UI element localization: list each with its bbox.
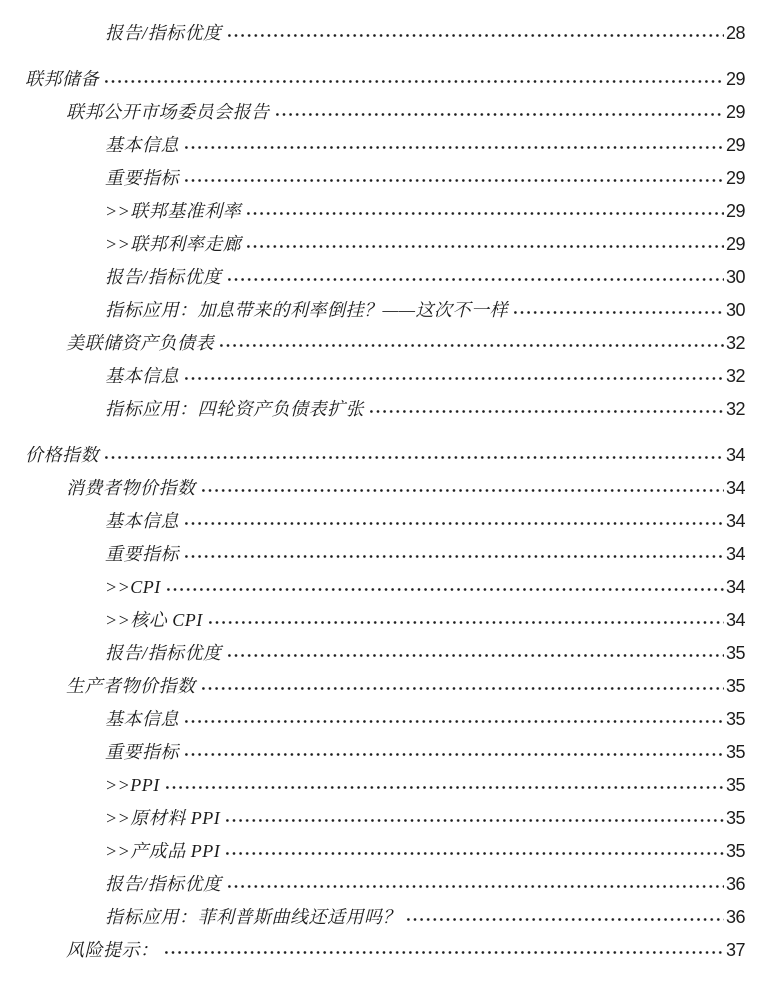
toc-entry[interactable] <box>105 124 745 157</box>
dotted-leader <box>228 654 724 657</box>
toc-entry-page: 32 <box>725 366 745 386</box>
dotted-leader <box>166 786 724 789</box>
toc-entry-title: >>联邦利率走廊 <box>105 234 242 254</box>
toc-entry-title: 重要指标 <box>105 742 179 762</box>
dotted-leader <box>185 522 724 525</box>
toc-entry-page: 34 <box>725 577 745 597</box>
toc-entry-page: 36 <box>725 907 745 927</box>
toc-entry-title: >>CPI <box>105 577 161 597</box>
toc-entry-page: 30 <box>725 300 745 320</box>
toc-entry[interactable] <box>105 256 745 289</box>
toc-entry-title: >>联邦基准利率 <box>105 201 242 221</box>
toc-entry-page: 34 <box>725 544 745 564</box>
toc-entry[interactable] <box>105 731 745 764</box>
toc-entry-title: >>PPI <box>105 775 160 795</box>
toc-entry[interactable] <box>66 665 745 698</box>
toc-entry-title: >>产成品 PPI <box>105 841 221 861</box>
toc-entry-title: 消费者物价指数 <box>66 478 196 498</box>
toc-entry-title: 基本信息 <box>105 366 179 386</box>
dotted-leader <box>185 146 724 149</box>
toc-entry[interactable] <box>105 289 745 322</box>
dotted-leader <box>105 456 724 459</box>
dotted-leader <box>202 687 724 690</box>
dotted-leader <box>185 179 724 182</box>
toc-entry-page: 35 <box>725 775 745 795</box>
toc-entry-title: 生产者物价指数 <box>66 676 196 696</box>
toc-entry[interactable] <box>105 190 745 223</box>
dotted-leader <box>226 852 724 855</box>
dotted-leader <box>247 245 724 248</box>
toc-entry-title: 联邦储备 <box>25 69 99 89</box>
toc-entry-page: 29 <box>725 102 745 122</box>
toc-entry-title: 基本信息 <box>105 511 179 531</box>
toc-entry-title: 联邦公开市场委员会报告 <box>66 102 270 122</box>
toc-entry-page: 30 <box>725 267 745 287</box>
toc-entry[interactable] <box>105 12 745 45</box>
dotted-leader <box>407 918 724 921</box>
toc-entry-title: 指标应用：加息带来的利率倒挂？——这次不一样 <box>105 300 509 320</box>
toc-entry[interactable] <box>105 764 745 797</box>
toc-entry-page: 32 <box>725 333 745 353</box>
dotted-leader <box>165 951 724 954</box>
dotted-leader <box>202 489 724 492</box>
toc-entry[interactable] <box>105 223 745 256</box>
toc-entry-page: 35 <box>725 643 745 663</box>
toc-entry-page: 29 <box>725 234 745 254</box>
toc-entry[interactable] <box>105 388 745 421</box>
toc-entry-page: 35 <box>725 841 745 861</box>
toc-entry[interactable] <box>105 632 745 665</box>
toc-entry-title: 报告/指标优度 <box>105 874 222 894</box>
dotted-leader <box>370 410 724 413</box>
toc-entry[interactable] <box>25 434 745 467</box>
toc-entry-page: 34 <box>725 445 745 465</box>
dotted-leader <box>228 34 724 37</box>
toc-entry-page: 34 <box>725 610 745 630</box>
dotted-leader <box>185 377 724 380</box>
dotted-leader <box>247 212 724 215</box>
toc-entry[interactable] <box>105 157 745 190</box>
toc-entry[interactable] <box>105 863 745 896</box>
toc-entry-page: 35 <box>725 709 745 729</box>
toc-entry-page: 29 <box>725 201 745 221</box>
toc-entry-page: 35 <box>725 742 745 762</box>
toc-entry-page: 32 <box>725 399 745 419</box>
table-of-contents <box>25 12 745 962</box>
toc-entry-page: 36 <box>725 874 745 894</box>
dotted-leader <box>105 80 724 83</box>
toc-entry-title: 报告/指标优度 <box>105 643 222 663</box>
dotted-leader <box>226 819 724 822</box>
toc-entry-title: 指标应用：四轮资产负债表扩张 <box>105 399 364 419</box>
toc-entry-title: 重要指标 <box>105 168 179 188</box>
toc-entry[interactable] <box>105 896 745 929</box>
toc-entry-page: 29 <box>725 135 745 155</box>
toc-entry[interactable] <box>66 322 745 355</box>
dotted-leader <box>167 588 724 591</box>
toc-entry-title: 报告/指标优度 <box>105 23 222 43</box>
toc-entry[interactable] <box>105 533 745 566</box>
toc-entry-page: 35 <box>725 676 745 696</box>
dotted-leader <box>209 621 724 624</box>
dotted-leader <box>228 278 724 281</box>
dotted-leader <box>276 113 724 116</box>
dotted-leader <box>514 311 724 314</box>
toc-entry-page: 35 <box>725 808 745 828</box>
toc-entry[interactable] <box>105 698 745 731</box>
toc-entry-page: 34 <box>725 478 745 498</box>
dotted-leader <box>228 885 724 888</box>
toc-entry-title: 风险提示： <box>66 940 159 960</box>
toc-entry[interactable] <box>66 467 745 500</box>
toc-entry-page: 34 <box>725 511 745 531</box>
toc-entry[interactable] <box>105 599 745 632</box>
toc-entry-title: 基本信息 <box>105 135 179 155</box>
toc-entry[interactable] <box>25 58 745 91</box>
toc-entry[interactable] <box>105 566 745 599</box>
toc-entry-title: 价格指数 <box>25 445 99 465</box>
toc-entry-title: 美联储资产负债表 <box>66 333 214 353</box>
toc-entry-page: 29 <box>725 69 745 89</box>
toc-entry[interactable] <box>105 830 745 863</box>
toc-entry-title: >>原材料 PPI <box>105 808 221 828</box>
dotted-leader <box>185 720 724 723</box>
toc-entry[interactable] <box>105 355 745 388</box>
toc-entry[interactable] <box>66 91 745 124</box>
toc-entry-title: 基本信息 <box>105 709 179 729</box>
toc-entry-title: >>核心 CPI <box>105 610 203 630</box>
dotted-leader <box>185 555 724 558</box>
toc-entry[interactable] <box>105 500 745 533</box>
toc-entry-title: 重要指标 <box>105 544 179 564</box>
toc-entry[interactable] <box>66 929 745 962</box>
dotted-leader <box>185 753 724 756</box>
toc-entry-page: 28 <box>725 23 745 43</box>
toc-entry[interactable] <box>105 797 745 830</box>
toc-entry-title: 报告/指标优度 <box>105 267 222 287</box>
toc-entry-title: 指标应用：菲利普斯曲线还适用吗？ <box>105 907 401 927</box>
toc-entry-page: 37 <box>725 940 745 960</box>
dotted-leader <box>220 344 724 347</box>
toc-entry-page: 29 <box>725 168 745 188</box>
